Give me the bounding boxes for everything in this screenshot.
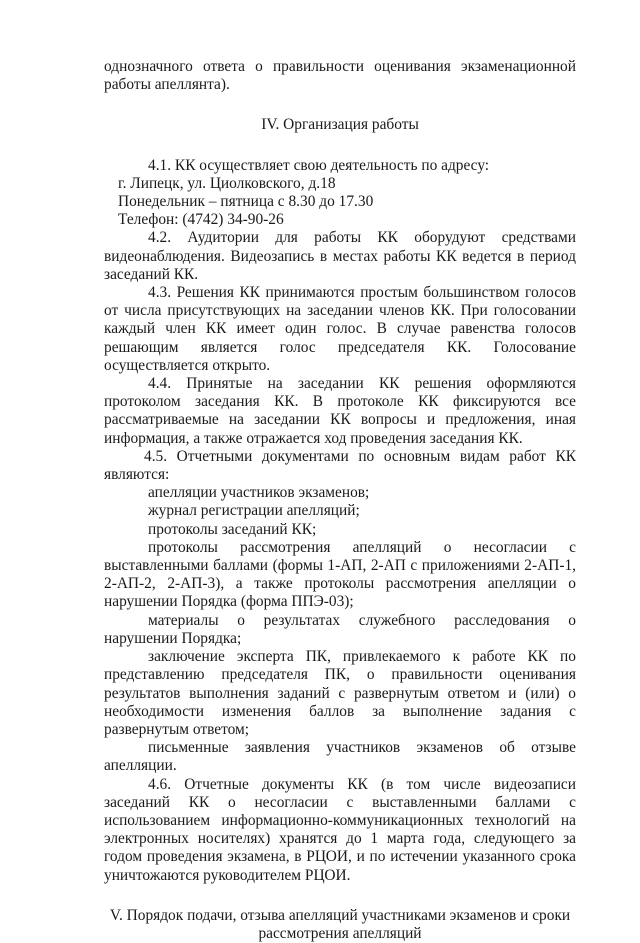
list-item: журнал регистрации апелляций; — [148, 502, 360, 520]
paragraph-4-6: 4.6. Отчетные документы КК (в том числе видеозаписи заседаний КК о несогласии с выставленными баллами с использованием информационно-коммуникационных технологий на электронных носителях) хранятся до 1 марта года, следующего за годом проведения экзамена, в РЦОИ, и по истечении указанного срока уничтожаются руководителем РЦОИ. — [104, 775, 576, 884]
list-item: протоколы заседаний КК; — [148, 520, 317, 538]
hours-line: Понедельник – пятница с 8.30 до 17.30 — [118, 193, 374, 211]
paragraph-4-5: 4.5. Отчетными документами по основным видам работ КК являются: — [104, 447, 576, 484]
list-item: заключение эксперта ПК, привлекаемого к работе КК по представлению председателя ПК, о правильности оценивания результатов выполнения заданий с развернутым ответом и (или) о необходимости изменения баллов за выполнение задания с развернутым ответом; — [104, 648, 576, 738]
list-item: материалы о результатах служебного расследования о нарушении Порядка; — [104, 611, 576, 647]
address-line: г. Липецк, ул. Циолковского, д.18 — [118, 174, 336, 192]
list-item: письменные заявления участников экзаменов об отзыве апелляции. — [104, 739, 576, 775]
paragraph-4-1: 4.1. КК осуществляет свою деятельность по адресу: — [148, 156, 490, 174]
intro-paragraph: однозначного ответа о правильности оценивания экзаменационной работы апеллянта). — [104, 58, 576, 94]
phone-line: Телефон: (4742) 34-90-26 — [118, 211, 284, 229]
paragraph-4-3: 4.3. Решения КК принимаются простым большинством голосов от числа присутствующих на заседании членов КК. При голосовании каждый член КК имеет один голос. В случае равенства голосов решающим является голос председателя КК. Голосование осуществляется открыто. — [104, 284, 576, 374]
paragraph-4-4: 4.4. Принятые на заседании КК решения оформляются протоколом заседания КК. В протоколе КК фиксируются все рассматриваемые на заседании КК вопросы и предложения, иная информация, а также отражается ход проведения заседания КК. — [104, 375, 576, 447]
list-item: протоколы рассмотрения апелляций о несогласии с выставленными баллами (формы 1-АП, 2-АП с приложениями 2-АП-1, 2-АП-2, 2-АП-3), а также протоколы рассмотрения апелляции о нарушении Порядка (форма ППЭ-03); — [104, 538, 576, 611]
list-item: апелляции участников экзаменов; — [148, 484, 370, 502]
section-4-heading: IV. Организация работы — [261, 116, 419, 134]
paragraph-4-2: 4.2. Аудитории для работы КК оборудуют средствами видеонаблюдения. Видеозапись в местах работы КК ведется в период заседаний КК. — [104, 229, 576, 283]
section-5-heading-line-2: рассмотрения апелляций — [258, 924, 422, 942]
document-body — [104, 58, 576, 943]
section-5-heading-line-1: V. Порядок подачи, отзыва апелляций участниками экзаменов и сроки — [109, 906, 571, 924]
